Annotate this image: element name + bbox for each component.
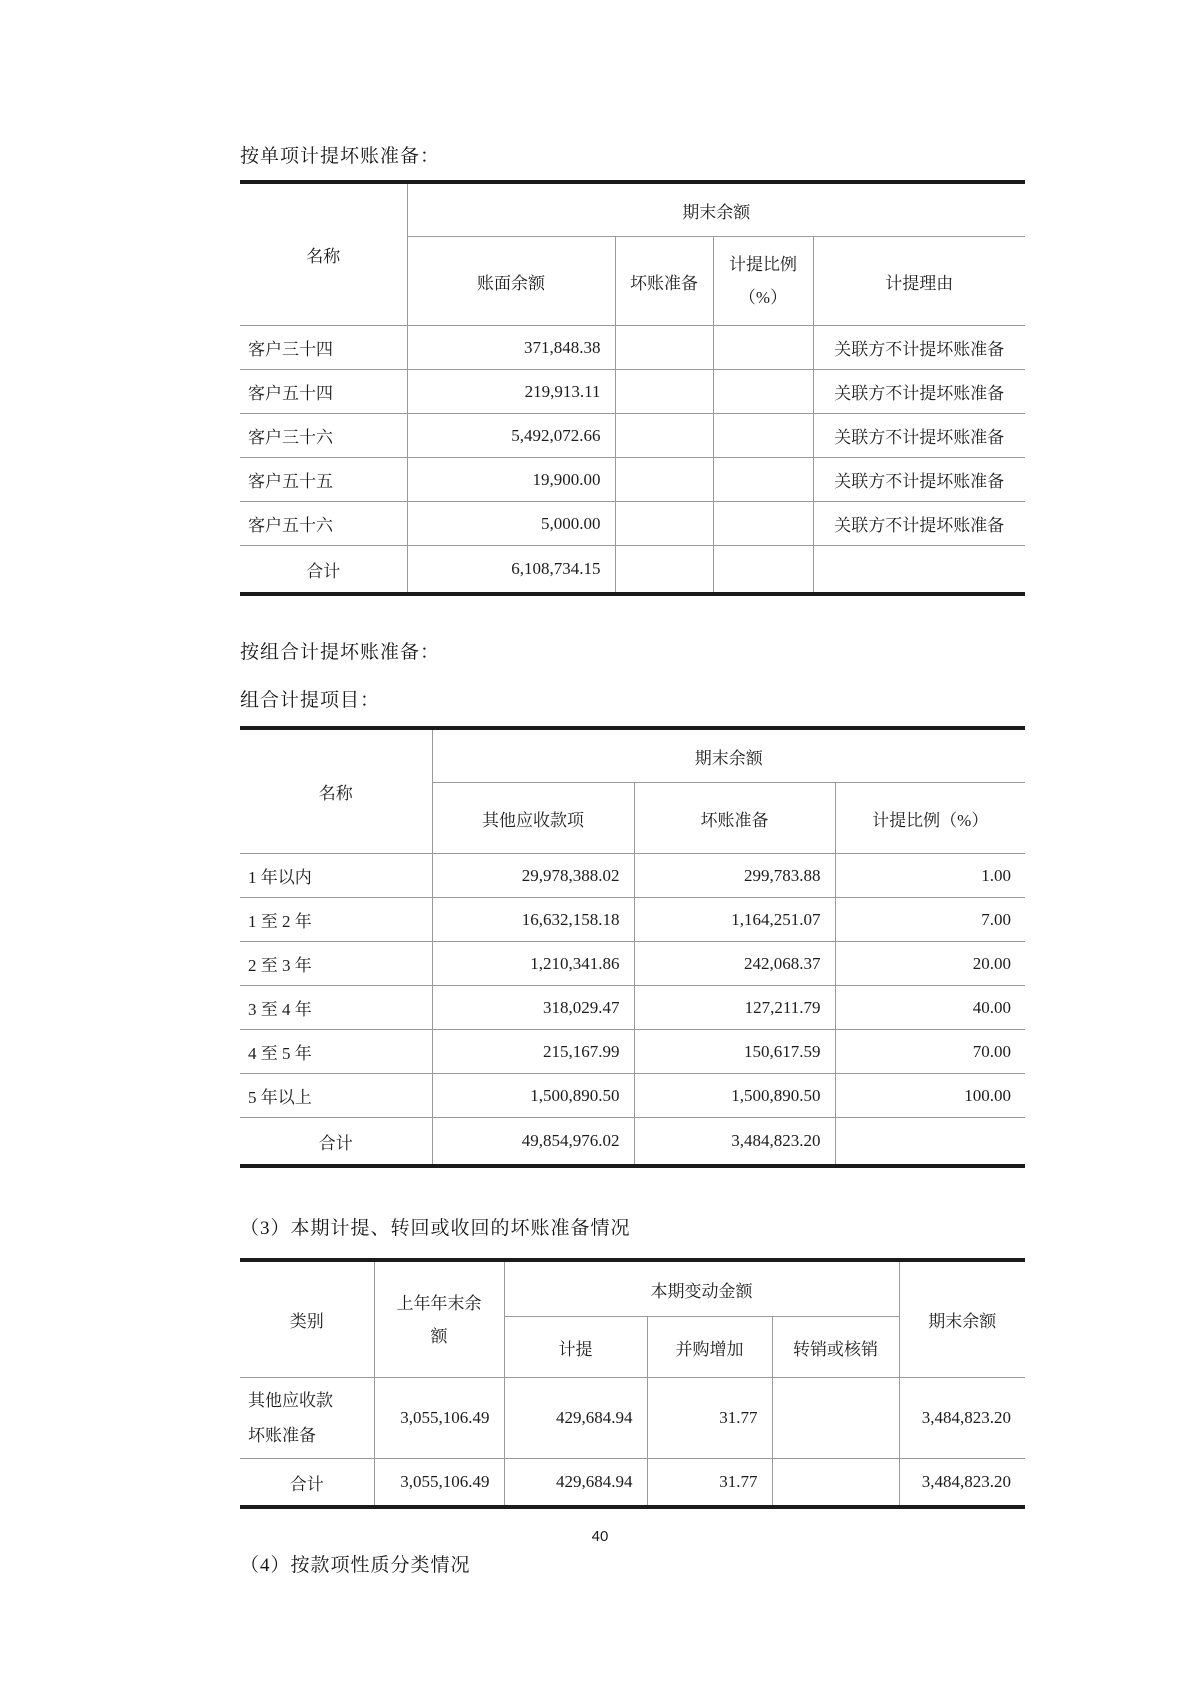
header-acquisition: 并购增加 bbox=[647, 1317, 772, 1378]
cell-writeoff bbox=[772, 1378, 899, 1459]
cell-ratio bbox=[713, 458, 813, 502]
cell-name: 客户三十六 bbox=[240, 414, 407, 458]
cell-bad-debt bbox=[615, 414, 713, 458]
cell-reason: 关联方不计提坏账准备 bbox=[813, 370, 1025, 414]
cell-ratio: 20.00 bbox=[835, 942, 1025, 986]
cell-name: 客户三十四 bbox=[240, 326, 407, 370]
cell-acquisition: 31.77 bbox=[647, 1459, 772, 1508]
cell-bad-debt bbox=[615, 326, 713, 370]
cell-bad-debt: 1,500,890.50 bbox=[634, 1074, 835, 1118]
cell-name: 1 年以内 bbox=[240, 854, 432, 898]
cell-other-receivables: 29,978,388.02 bbox=[432, 854, 634, 898]
section4-heading: （4）按款项性质分类情况 bbox=[240, 1555, 471, 1576]
header-prev-year-line1: 上年年末余 bbox=[396, 1293, 482, 1313]
header-provision-reason: 计提理由 bbox=[813, 237, 1025, 326]
table-row bbox=[240, 986, 1025, 1030]
header-provision-ratio bbox=[713, 237, 813, 326]
header-ending-balance: 期末余额 bbox=[899, 1260, 1025, 1378]
total-row bbox=[240, 1459, 1025, 1508]
cell-prev-balance: 3,055,106.49 bbox=[374, 1459, 504, 1508]
header-name: 名称 bbox=[240, 182, 407, 326]
cell-category bbox=[240, 1378, 374, 1459]
cell-total-label: 合计 bbox=[240, 546, 407, 595]
section1-heading: 按单项计提坏账准备： bbox=[240, 146, 441, 167]
cell-ratio: 1.00 bbox=[835, 854, 1025, 898]
page-content bbox=[240, 0, 1025, 1579]
cell-other-receivables: 215,167.99 bbox=[432, 1030, 634, 1074]
cell-ratio: 40.00 bbox=[835, 986, 1025, 1030]
cell-name: 客户五十四 bbox=[240, 370, 407, 414]
header-name: 名称 bbox=[240, 728, 432, 854]
cell-ratio bbox=[713, 326, 813, 370]
cell-provision: 429,684.94 bbox=[504, 1459, 647, 1508]
total-row bbox=[240, 1118, 1025, 1167]
cell-acquisition: 31.77 bbox=[647, 1378, 772, 1459]
cell-bad-debt: 150,617.59 bbox=[634, 1030, 835, 1074]
cell-reason: 关联方不计提坏账准备 bbox=[813, 326, 1025, 370]
cell-bad-debt bbox=[615, 502, 713, 546]
section2-heading-items: 组合计提项目： bbox=[240, 690, 381, 711]
cell-reason: 关联方不计提坏账准备 bbox=[813, 502, 1025, 546]
cell-other-receivables: 49,854,976.02 bbox=[432, 1118, 634, 1167]
cell-ratio: 7.00 bbox=[835, 898, 1025, 942]
header-bad-debt-provision: 坏账准备 bbox=[615, 237, 713, 326]
header-provision: 计提 bbox=[504, 1317, 647, 1378]
provision-change-table bbox=[240, 1258, 1025, 1509]
cell-total-label: 合计 bbox=[240, 1459, 374, 1508]
cell-book-balance: 371,848.38 bbox=[407, 326, 615, 370]
portfolio-provision-table bbox=[240, 726, 1025, 1168]
cell-other-receivables: 318,029.47 bbox=[432, 986, 634, 1030]
header-current-change: 本期变动金额 bbox=[504, 1260, 899, 1317]
cell-name: 4 至 5 年 bbox=[240, 1030, 432, 1074]
header-ending-balance: 期末余额 bbox=[432, 728, 1025, 783]
cell-bad-debt bbox=[615, 458, 713, 502]
header-book-balance: 账面余额 bbox=[407, 237, 615, 326]
table-row bbox=[240, 414, 1025, 458]
cell-prev-balance: 3,055,106.49 bbox=[374, 1378, 504, 1459]
header-provision-ratio-line1: 计提比例 bbox=[729, 255, 797, 274]
cell-ending-balance: 3,484,823.20 bbox=[899, 1459, 1025, 1508]
cell-ratio: 70.00 bbox=[835, 1030, 1025, 1074]
header-provision-ratio: 计提比例（%） bbox=[835, 783, 1025, 854]
table-row bbox=[240, 854, 1025, 898]
cell-book-balance: 19,900.00 bbox=[407, 458, 615, 502]
individual-provision-table bbox=[240, 180, 1025, 596]
cell-ratio bbox=[713, 370, 813, 414]
header-prev-year-balance bbox=[374, 1260, 504, 1378]
table-row bbox=[240, 942, 1025, 986]
section3-heading: （3）本期计提、转回或收回的坏账准备情况 bbox=[240, 1218, 631, 1239]
cell-name: 客户五十五 bbox=[240, 458, 407, 502]
cell-name: 3 至 4 年 bbox=[240, 986, 432, 1030]
table-header-row bbox=[240, 728, 1025, 783]
cell-other-receivables: 1,500,890.50 bbox=[432, 1074, 634, 1118]
cell-category-line2: 坏账准备 bbox=[248, 1426, 316, 1445]
cell-bad-debt: 127,211.79 bbox=[634, 986, 835, 1030]
cell-ratio bbox=[713, 546, 813, 595]
header-prev-year-line2: 额 bbox=[430, 1326, 448, 1346]
cell-reason: 关联方不计提坏账准备 bbox=[813, 414, 1025, 458]
cell-ratio bbox=[713, 414, 813, 458]
cell-book-balance: 6,108,734.15 bbox=[407, 546, 615, 595]
table-header-row bbox=[240, 182, 1025, 237]
table-row bbox=[240, 458, 1025, 502]
table-row bbox=[240, 1378, 1025, 1459]
header-bad-debt-provision: 坏账准备 bbox=[634, 783, 835, 854]
cell-other-receivables: 1,210,341.86 bbox=[432, 942, 634, 986]
cell-ratio bbox=[713, 502, 813, 546]
cell-other-receivables: 16,632,158.18 bbox=[432, 898, 634, 942]
header-provision-ratio-line2: （%） bbox=[738, 288, 788, 307]
cell-total-label: 合计 bbox=[240, 1118, 432, 1167]
total-row bbox=[240, 546, 1025, 595]
table-row bbox=[240, 898, 1025, 942]
cell-name: 客户五十六 bbox=[240, 502, 407, 546]
table-row bbox=[240, 502, 1025, 546]
cell-name: 5 年以上 bbox=[240, 1074, 432, 1118]
cell-ratio: 100.00 bbox=[835, 1074, 1025, 1118]
header-category: 类别 bbox=[240, 1260, 374, 1378]
cell-bad-debt: 3,484,823.20 bbox=[634, 1118, 835, 1167]
table-row bbox=[240, 1074, 1025, 1118]
section2-heading-portfolio: 按组合计提坏账准备： bbox=[240, 642, 441, 663]
cell-ratio bbox=[835, 1118, 1025, 1167]
cell-reason bbox=[813, 546, 1025, 595]
cell-bad-debt bbox=[615, 546, 713, 595]
table-header-row bbox=[240, 1260, 1025, 1317]
cell-bad-debt: 1,164,251.07 bbox=[634, 898, 835, 942]
table-row bbox=[240, 326, 1025, 370]
cell-provision: 429,684.94 bbox=[504, 1378, 647, 1459]
table-row bbox=[240, 1030, 1025, 1074]
cell-bad-debt: 299,783.88 bbox=[634, 854, 835, 898]
cell-writeoff bbox=[772, 1459, 899, 1508]
table-row bbox=[240, 370, 1025, 414]
cell-name: 1 至 2 年 bbox=[240, 898, 432, 942]
cell-name: 2 至 3 年 bbox=[240, 942, 432, 986]
header-other-receivables: 其他应收款项 bbox=[432, 783, 634, 854]
cell-category-line1: 其他应收款 bbox=[248, 1391, 333, 1410]
cell-book-balance: 219,913.11 bbox=[407, 370, 615, 414]
header-writeoff: 转销或核销 bbox=[772, 1317, 899, 1378]
header-ending-balance: 期末余额 bbox=[407, 182, 1025, 237]
cell-bad-debt bbox=[615, 370, 713, 414]
cell-bad-debt: 242,068.37 bbox=[634, 942, 835, 986]
page-number: 40 bbox=[591, 1528, 609, 1545]
cell-book-balance: 5,000.00 bbox=[407, 502, 615, 546]
cell-ending-balance: 3,484,823.20 bbox=[899, 1378, 1025, 1459]
cell-reason: 关联方不计提坏账准备 bbox=[813, 458, 1025, 502]
cell-book-balance: 5,492,072.66 bbox=[407, 414, 615, 458]
